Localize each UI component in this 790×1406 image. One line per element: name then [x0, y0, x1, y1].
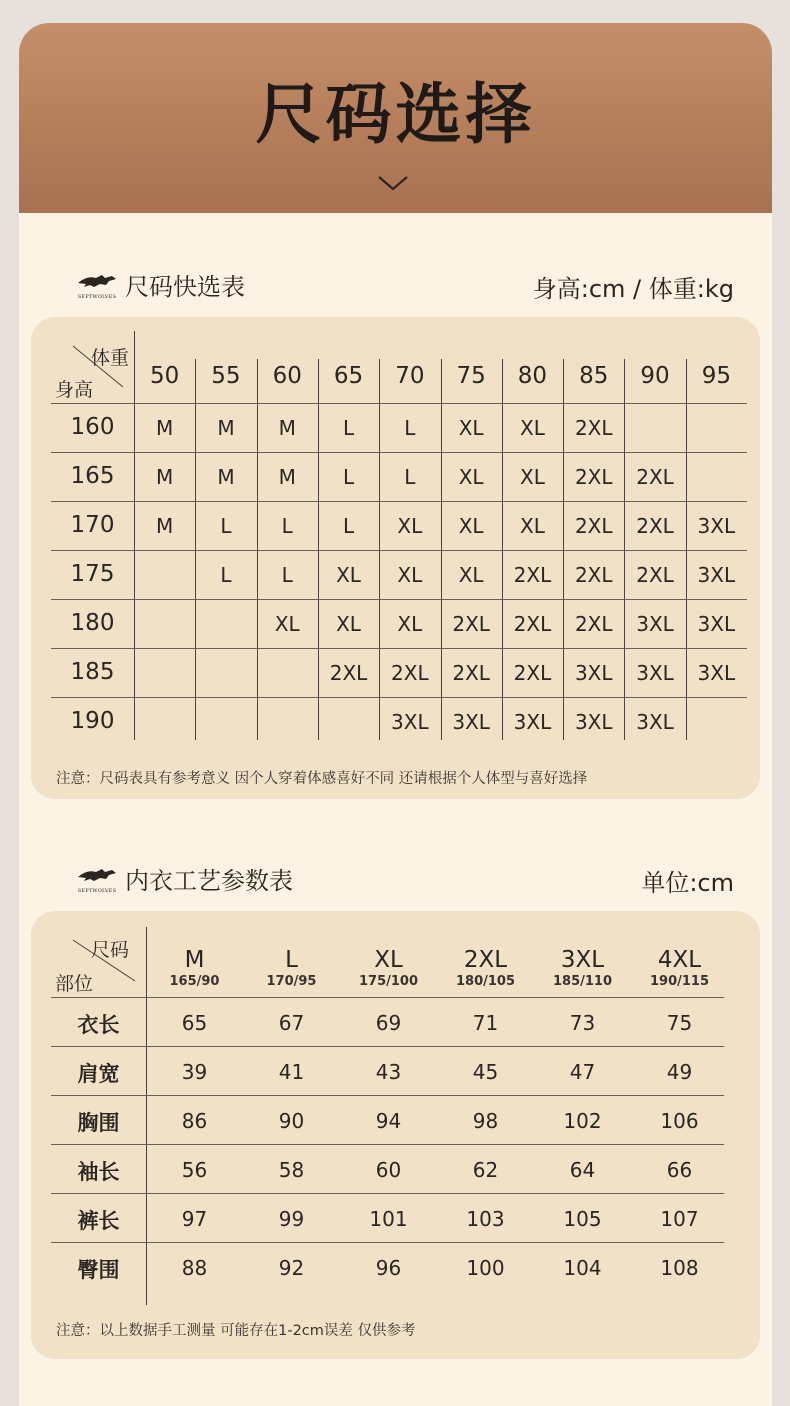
size-cell: L — [220, 563, 232, 587]
measure-cell: 41 — [278, 1060, 305, 1084]
measure-cell: 108 — [660, 1256, 699, 1280]
height-header: 170 — [70, 512, 115, 538]
weight-header: 80 — [517, 363, 548, 389]
size-spec: 165/90 — [169, 974, 220, 989]
size-cell: 3XL — [697, 612, 736, 636]
size-cell: M — [278, 416, 296, 440]
measure-cell: 75 — [666, 1011, 693, 1035]
params-table-note: 注意：以上数据手工测量 可能存在1-2cm误差 仅供参考 — [56, 1323, 416, 1339]
size-cell: M — [217, 416, 235, 440]
size-cell: M — [217, 465, 235, 489]
size-spec: 170/95 — [266, 974, 317, 989]
part-header: 袖长 — [77, 1160, 120, 1184]
divider — [51, 648, 747, 649]
size-cell: M — [156, 514, 174, 538]
measure-cell: 62 — [472, 1158, 499, 1182]
size-cell: XL — [397, 563, 423, 587]
params-table-title: 内衣工艺参数表 — [125, 867, 293, 895]
divider — [51, 1242, 724, 1243]
weight-header: 85 — [579, 363, 609, 389]
size-header: M — [184, 947, 205, 973]
measure-cell: 65 — [181, 1011, 208, 1035]
measure-cell: 88 — [181, 1256, 208, 1280]
weight-header: 75 — [456, 363, 486, 389]
params-section-header — [19, 866, 772, 906]
measure-cell: 49 — [666, 1060, 693, 1084]
size-cell: L — [342, 416, 355, 440]
quick-table-title: 尺码快选表 — [125, 273, 245, 301]
size-cell: 2XL — [636, 465, 674, 489]
measure-cell: 105 — [563, 1207, 602, 1231]
size-cell: 2XL — [513, 612, 552, 636]
measure-cell: 103 — [466, 1207, 505, 1231]
height-header: 165 — [70, 463, 115, 489]
divider — [51, 550, 747, 551]
divider — [51, 452, 747, 453]
measure-cell: 71 — [472, 1011, 499, 1035]
measure-cell: 99 — [278, 1207, 305, 1231]
size-guide-card — [19, 23, 772, 1406]
measure-cell: 86 — [181, 1109, 208, 1133]
size-header: 2XL — [463, 947, 508, 973]
size-spec: 175/100 — [358, 974, 419, 989]
part-header: 裤长 — [77, 1209, 120, 1233]
measure-cell: 58 — [278, 1158, 305, 1182]
weight-header: 65 — [333, 363, 364, 389]
size-cell: 2XL — [513, 661, 552, 685]
size-header: XL — [374, 947, 403, 973]
weight-header: 90 — [640, 363, 670, 389]
size-cell: 2XL — [391, 661, 429, 685]
quick-table-unit: 身高:cm / 体重:kg — [532, 275, 734, 303]
divider — [51, 403, 747, 404]
size-cell: L — [220, 514, 232, 538]
size-cell: L — [281, 514, 293, 538]
size-spec: 185/110 — [552, 974, 613, 989]
part-header: 肩宽 — [77, 1062, 120, 1086]
size-cell: XL — [397, 514, 423, 538]
size-cell: XL — [336, 563, 361, 587]
size-cell: 2XL — [574, 612, 613, 636]
size-cell: 2XL — [329, 661, 368, 685]
measure-cell: 94 — [375, 1109, 402, 1133]
measure-cell: 64 — [569, 1158, 596, 1182]
measure-cell: 97 — [181, 1207, 208, 1231]
size-cell: 3XL — [636, 612, 674, 636]
corner-label-height: 身高 — [55, 379, 94, 401]
size-cell: 2XL — [574, 514, 613, 538]
weight-header: 95 — [701, 363, 731, 389]
height-header: 190 — [70, 708, 115, 734]
measure-cell: 47 — [569, 1060, 596, 1084]
divider — [51, 1095, 724, 1096]
weight-header: 55 — [211, 363, 241, 389]
size-cell: 2XL — [636, 563, 674, 587]
garment-params-table — [31, 911, 760, 1359]
size-cell: XL — [274, 612, 300, 636]
weight-header: 50 — [150, 363, 180, 389]
size-cell: M — [156, 416, 174, 440]
measure-cell: 96 — [375, 1256, 402, 1280]
size-cell: 2XL — [636, 514, 674, 538]
measure-cell: 101 — [369, 1207, 408, 1231]
size-cell: L — [342, 514, 355, 538]
measure-cell: 56 — [181, 1158, 208, 1182]
measure-cell: 98 — [472, 1109, 499, 1133]
params-table-unit: 单位:cm — [641, 869, 734, 897]
quick-size-table — [31, 317, 760, 799]
divider — [51, 1046, 724, 1047]
size-cell: 2XL — [574, 563, 613, 587]
measure-cell: 90 — [278, 1109, 305, 1133]
weight-header: 60 — [272, 363, 302, 389]
corner-label-part: 部位 — [55, 973, 94, 995]
measure-cell: 92 — [278, 1256, 305, 1280]
size-cell: XL — [520, 416, 545, 440]
measure-cell: 106 — [660, 1109, 699, 1133]
size-cell: 3XL — [574, 661, 613, 685]
size-cell: 3XL — [636, 710, 674, 734]
divider — [51, 1193, 724, 1194]
divider — [51, 697, 747, 698]
size-cell: XL — [520, 514, 545, 538]
measure-cell: 67 — [278, 1011, 305, 1035]
size-cell: 2XL — [574, 416, 613, 440]
header-banner — [19, 23, 772, 213]
size-cell: 3XL — [697, 661, 736, 685]
size-spec: 190/115 — [649, 974, 710, 989]
chevron-down-icon — [376, 173, 410, 193]
size-cell: 2XL — [513, 563, 552, 587]
size-cell: 3XL — [636, 661, 674, 685]
measure-cell: 43 — [375, 1060, 402, 1084]
wolf-logo-icon — [76, 866, 118, 896]
measure-cell: 66 — [666, 1158, 693, 1182]
corner-label-size: 尺码 — [91, 939, 130, 961]
size-cell: 2XL — [452, 612, 490, 636]
size-cell: 3XL — [697, 563, 736, 587]
size-cell: 3XL — [697, 514, 736, 538]
size-cell: M — [278, 465, 296, 489]
measure-cell: 45 — [472, 1060, 499, 1084]
height-header: 185 — [70, 659, 115, 685]
measure-cell: 100 — [466, 1256, 505, 1280]
size-spec: 180/105 — [455, 974, 516, 989]
size-header: 3XL — [560, 947, 605, 973]
size-cell: XL — [458, 465, 484, 489]
measure-cell: 60 — [375, 1158, 402, 1182]
measure-cell: 107 — [660, 1207, 699, 1231]
size-cell: XL — [458, 416, 484, 440]
size-cell: L — [342, 465, 355, 489]
size-cell: 2XL — [452, 661, 490, 685]
size-cell: XL — [397, 612, 423, 636]
measure-cell: 69 — [375, 1011, 402, 1035]
size-cell: 3XL — [513, 710, 552, 734]
divider — [51, 1144, 724, 1145]
height-header: 180 — [70, 610, 115, 636]
measure-cell: 104 — [563, 1256, 602, 1280]
divider — [51, 599, 747, 600]
size-cell: L — [404, 465, 416, 489]
logo-text: SEPTWOLVES — [77, 888, 117, 894]
size-cell: 2XL — [574, 465, 613, 489]
page-title: 尺码选择 — [255, 76, 536, 153]
size-cell: XL — [520, 465, 545, 489]
corner-label-weight: 体重 — [91, 347, 130, 369]
size-cell: XL — [336, 612, 361, 636]
height-header: 175 — [70, 561, 115, 587]
part-header: 胸围 — [77, 1111, 120, 1135]
size-cell: XL — [458, 514, 484, 538]
height-header: 160 — [70, 414, 115, 440]
size-cell: XL — [458, 563, 484, 587]
measure-cell: 39 — [181, 1060, 208, 1084]
quick-table-note: 注意：尺码表具有参考意义 因个人穿着体感喜好不同 还请根据个人体型与喜好选择 — [56, 771, 588, 787]
logo-text: SEPTWOLVES — [77, 294, 117, 300]
size-header: L — [285, 947, 298, 973]
part-header: 衣长 — [77, 1013, 120, 1037]
size-header: 4XL — [657, 947, 702, 973]
size-cell: 3XL — [574, 710, 613, 734]
weight-header: 70 — [395, 363, 425, 389]
quick-section-header — [19, 272, 772, 312]
measure-cell: 102 — [563, 1109, 602, 1133]
measure-cell: 73 — [569, 1011, 596, 1035]
part-header: 臀围 — [77, 1258, 120, 1282]
size-cell: L — [281, 563, 293, 587]
size-cell: 3XL — [391, 710, 429, 734]
size-cell: L — [404, 416, 416, 440]
divider — [51, 501, 747, 502]
size-cell: 3XL — [452, 710, 490, 734]
size-cell: M — [156, 465, 174, 489]
wolf-logo-icon — [76, 272, 118, 302]
divider — [51, 997, 724, 998]
